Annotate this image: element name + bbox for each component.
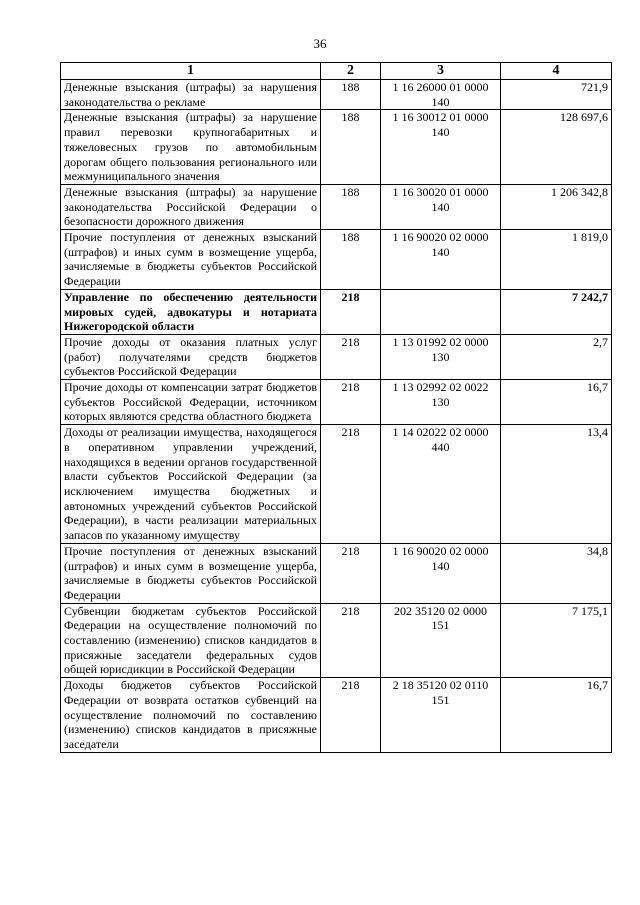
table-row: [61, 230, 612, 290]
budget-classification-code-cell: 1 13 01992 02 0000 130: [381, 334, 501, 379]
amount-cell: 128 697,6: [501, 110, 612, 185]
revenue-name-cell: Субвенции бюджетам субъектов Российской Федерации на осуществление полномочий по составлению (изменению) списков кандидатов в присяжные заседатели федеральных судов общей юрисдикции в Российской Федерации: [61, 603, 321, 678]
revenue-name-cell: Денежные взыскания (штрафы) за нарушение законодательства Российской Федерации о безопасности дорожного движения: [61, 184, 321, 229]
revenue-name-cell: Прочие доходы от компенсации затрат бюджетов субъектов Российской Федерации, источником которых являются средства областного бюджета: [61, 380, 321, 425]
budget-classification-code-cell: 1 16 90020 02 0000 140: [381, 543, 501, 603]
revenue-name-cell: Денежные взыскания (штрафы) за нарушения законодательства о рекламе: [61, 80, 321, 110]
amount-cell: 16,7: [501, 678, 612, 753]
administrator-code-cell: 218: [321, 603, 381, 678]
revenue-name-cell: Доходы бюджетов субъектов Российской Федерации от возврата остатков субвенций на осуществление полномочий по составлению (изменению) списков кандидатов в присяжные заседатели: [61, 678, 321, 753]
table-row: [61, 678, 612, 753]
administrator-code-cell: 188: [321, 110, 381, 185]
administrator-code-cell: 218: [321, 380, 381, 425]
table-body: [61, 80, 612, 753]
amount-cell: 1 206 342,8: [501, 184, 612, 229]
table-header-row: [61, 63, 612, 80]
table-row: [61, 380, 612, 425]
table-row: [61, 603, 612, 678]
administrator-code-cell: 188: [321, 80, 381, 110]
table-section-row: [61, 289, 612, 334]
column-header-4: 4: [501, 63, 612, 80]
amount-cell: 7 175,1: [501, 603, 612, 678]
amount-cell: 721,9: [501, 80, 612, 110]
budget-classification-code-cell: 1 16 26000 01 0000 140: [381, 80, 501, 110]
budget-classification-code-cell: 1 14 02022 02 0000 440: [381, 425, 501, 544]
page-number: 36: [313, 36, 327, 51]
administrator-code-cell: 218: [321, 425, 381, 544]
administrator-code-cell: 188: [321, 184, 381, 229]
table-row: [61, 80, 612, 110]
administrator-code-cell: 218: [321, 543, 381, 603]
administrator-code-cell: 218: [321, 289, 381, 334]
amount-cell: 7 242,7: [501, 289, 612, 334]
revenue-name-cell: Прочие поступления от денежных взысканий (штрафов) и иных сумм в возмещение ущерба, зачисляемые в бюджеты субъектов Российской Федерации: [61, 230, 321, 290]
administrator-code-cell: 188: [321, 230, 381, 290]
revenue-name-cell: Прочие поступления от денежных взысканий (штрафов) и иных сумм в возмещение ущерба, зачисляемые в бюджеты субъектов Российской Федерации: [61, 543, 321, 603]
amount-cell: 13,4: [501, 425, 612, 544]
column-header-2: 2: [321, 63, 381, 80]
amount-cell: 16,7: [501, 380, 612, 425]
budget-classification-code-cell: 2 18 35120 02 0110 151: [381, 678, 501, 753]
budget-revenue-table: [60, 62, 612, 753]
amount-cell: 2,7: [501, 334, 612, 379]
amount-cell: 34,8: [501, 543, 612, 603]
table-row: [61, 184, 612, 229]
budget-classification-code-cell: [381, 289, 501, 334]
budget-classification-code-cell: 1 13 02992 02 0022 130: [381, 380, 501, 425]
revenue-name-cell: Управление по обеспечению деятельности мировых судей, адвокатуры и нотариата Нижегородской области: [61, 289, 321, 334]
budget-classification-code-cell: 202 35120 02 0000 151: [381, 603, 501, 678]
budget-classification-code-cell: 1 16 30012 01 0000 140: [381, 110, 501, 185]
administrator-code-cell: 218: [321, 678, 381, 753]
revenue-name-cell: Прочие доходы от оказания платных услуг (работ) получателями средств бюджетов субъектов Российской Федерации: [61, 334, 321, 379]
table-row: [61, 425, 612, 544]
budget-classification-code-cell: 1 16 30020 01 0000 140: [381, 184, 501, 229]
table-row: [61, 110, 612, 185]
budget-classification-code-cell: 1 16 90020 02 0000 140: [381, 230, 501, 290]
administrator-code-cell: 218: [321, 334, 381, 379]
revenue-name-cell: Доходы от реализации имущества, находящегося в оперативном управлении учреждений, находящихся в ведении органов государственной власти субъектов Российской Федерации (за исключением имущества бюджетных и автономных учреждений субъектов Российской Федерации), в части реализации материальных запасов по указанному имуществу: [61, 425, 321, 544]
table-row: [61, 543, 612, 603]
table-row: [61, 334, 612, 379]
column-header-1: 1: [61, 63, 321, 80]
column-header-3: 3: [381, 63, 501, 80]
amount-cell: 1 819,0: [501, 230, 612, 290]
revenue-name-cell: Денежные взыскания (штрафы) за нарушение правил перевозки крупногабаритных и тяжеловесных грузов по автомобильным дорогам общего пользования регионального или межмуниципального значения: [61, 110, 321, 185]
